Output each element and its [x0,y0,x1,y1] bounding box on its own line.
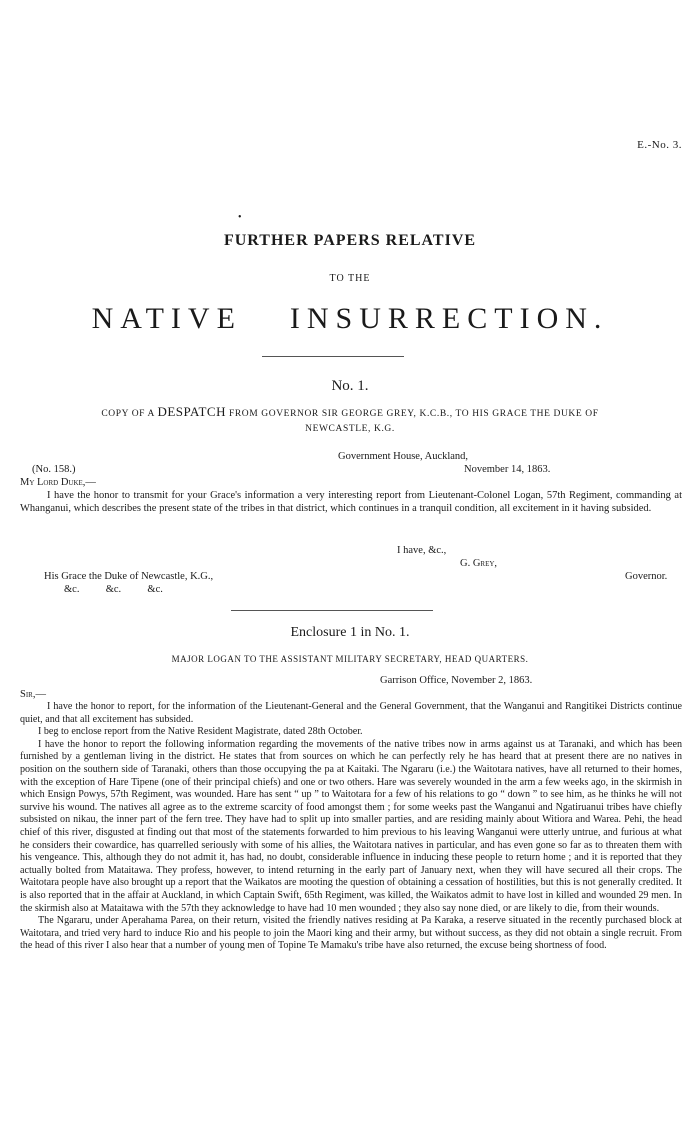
enclosure-title: Enclosure 1 in No. 1. [290,625,410,640]
enclosure-subtitle: MAJOR LOGAN TO THE ASSISTANT MILITARY SECRETARY, HEAD QUARTERS. [171,654,529,664]
heading-line-2: TO THE [329,273,371,284]
enclosure-paragraph: The Ngararu, under Aperahama Parea, on their return, visited the friendly natives residing at Pa Karaka, a reserve situated in the recently purchased block at Waitotara, and tried very hard to induce Rio and his people to join the Maori king and their army, but without success, as they did not obtain a single recruit. From the head of this river I also hear that a number of young men of Topine Te Mamaku's tribe have also returned, the excuse being shortness of food. [20,915,682,952]
despatch-heading-post: FROM GOVERNOR SIR GEORGE GREY, K.C.B., TO HIS GRACE THE DUKE OF [228,409,599,419]
enclosure-address: Garrison Office, November 2, 1863. [380,675,533,686]
letter-etc: &c. &c. &c. [64,584,163,595]
despatch-word: DESPATCH [157,404,226,419]
letter-address: Government House, Auckland, [338,451,469,462]
enclosure-salutation: Sir,— [20,689,46,700]
enclosure-paragraph: I have the honor to report the following information regarding the movements of the native tribes now in arms against us at Taranaki, and which has been furnished by a gentleman living in the district. He states that from sources on which he can perfectly rely he has heard that at present there are no natives in position on the southern side of Taranaki, others than those occupying the pa at Kaitaki. The Ngararu (i.e.) the Waitotara natives, have all returned to their homes, with the exception of Hare Tipene (one of their principal chiefs) and one or two others. Hare was severely wounded in the arm a few weeks ago, in the skirmish in which Ensign Powys, 57th Regiment, was wounded. Hare has sent “ up ” to Waitotara for a few of his relations to go “ down ” to see him, as he thinks he will not survive his wound. The natives all agree as to the extreme scarcity of food amongst them ; for some weeks past the Wanganui and Ngatiruanui tribes have chiefly subsisted on nikau, the inner part of the fern tree. They have had to split up into smaller parties, and are residing mainly about Witiora and Warea. Pehi, the head chief of this river, disgusted at finding out that most of the statements forwarded to him previous to his leaving Wanganui were utterly untrue, and furious at what he considers their cowardice, has quarrelled seriously with some of his allies, the Waitotara natives in particular, and has even gone so far as to threaten them with his vengeance. This, although they do not admit it, has had, no doubt, considerable influence in inducing these people to return home ; and it is reported that they actually bolted from Mataitawa. They profess, however, to intend returning in the early part of January next, when they will have secured all their crops. The Waitotara people have also brought up a report that the Waikatos are mooting the question of obtaining a cessation of hostilities, but this is not generally credited. It is also reported that in the affair at Auckland, in which Captain Swift, 65th Regiment, was killed, the Waikatos admit to have lost in killed and wounded 29 men. In the skirmish also at Mataitawa with the 57th they acknowledge to have had 10 men wounded ; they also say none died, or are likely to die, from their wounds. [20,738,682,914]
enclosure-paragraph: I beg to enclose report from the Native Resident Magistrate, dated 28th October. [38,726,363,738]
divider [262,356,404,357]
letter-body: I have the honor to transmit for your Grace's information a very interesting report from Lieutenant-Colonel Logan, 57th Regiment, commanding at Whanganui, which describes the present state of the tribes in that district, which continues in a tranquil condition, all excitement in it having subsided. [20,490,682,514]
despatch-heading-line-2: NEWCASTLE, K.G. [305,424,395,434]
page-reference: E.-No. 3. [637,139,682,151]
enclosure-body [20,701,682,953]
enclosure-paragraph: I have the honor to report, for the information of the Lieutenant-General and the General Government, that the Wanganui and Rangitikei Districts continue quiet, and that all excitement has subsided. [20,701,682,725]
letter-signature: G. Grey, [460,558,498,569]
heading-word-insurrection: INSURRECTION. [289,302,609,335]
despatch-heading-pre: COPY OF A [101,409,155,419]
heading-line-1: FURTHER PAPERS RELATIVE [223,232,477,249]
letter-salutation: My Lord Duke,— [20,477,96,488]
heading-word-native: NATIVE [91,302,242,335]
letter-recipient: His Grace the Duke of Newcastle, K.G., [44,571,214,582]
divider [231,610,433,611]
letter-governor: Governor. [625,571,668,582]
letter-number: (No. 158.) [32,464,76,475]
despatch-heading [20,404,680,437]
letter-closing: I have, &c., [397,545,447,556]
letter-date: November 14, 1863. [464,464,551,475]
heading-main [0,302,700,336]
section-number: No. 1. [331,378,369,394]
decorative-mark: • [238,212,242,223]
